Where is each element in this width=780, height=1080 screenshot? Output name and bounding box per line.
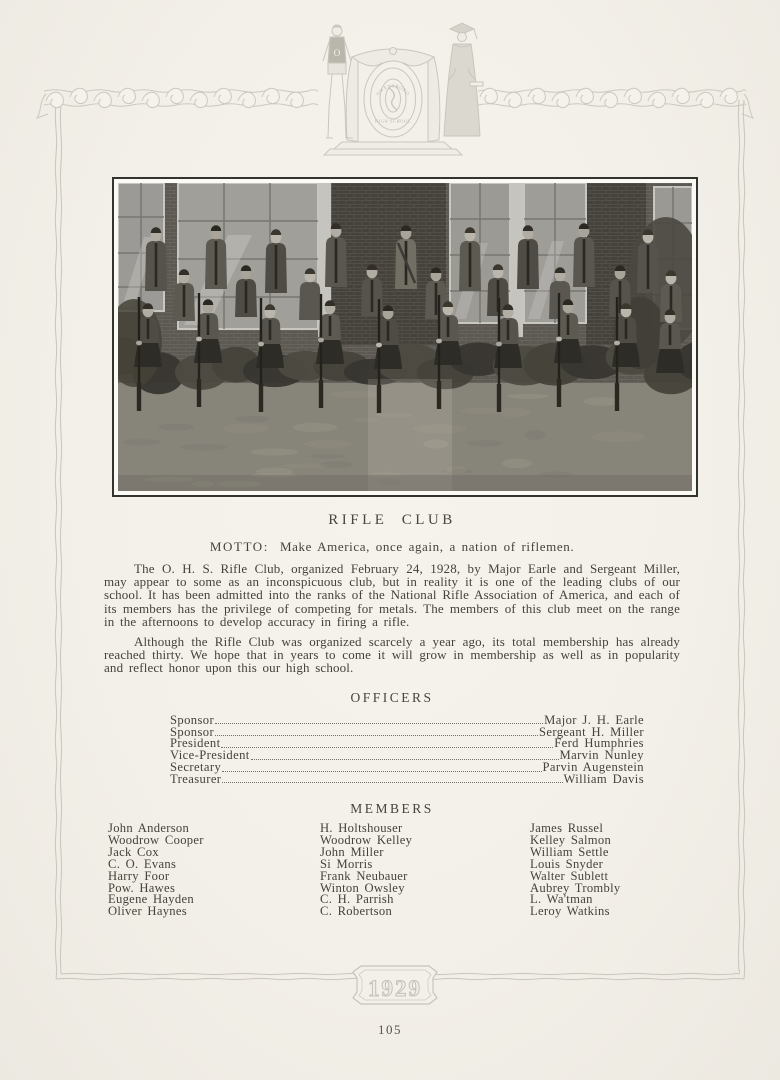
paragraph-2: Although the Rifle Club was organized scarcely a year ago, its total membership has already reached thirty. We hope that in years to come it will grow in membership as well as in popularity and reflect honor upon this our high school.	[104, 634, 680, 676]
members-list	[104, 820, 680, 919]
officer-role: Vice-President	[170, 748, 250, 763]
member-name: John Miller	[320, 844, 384, 859]
officer-name: Ferd Humphries	[554, 736, 644, 751]
member-name: Winton Owsley	[320, 880, 405, 895]
page-title: RIFLE CLUB	[328, 512, 456, 528]
officer-name: Sergeant H. Miller	[538, 724, 644, 739]
club-photo-frame	[112, 177, 698, 497]
members-heading: MEMBERS	[350, 800, 434, 816]
photo-foreground-grass	[118, 475, 692, 491]
member-name: Pow. Hawes	[108, 880, 176, 895]
member-name: Kelley Salmon	[530, 832, 612, 847]
officer-name: Marvin Nunley	[559, 748, 644, 763]
paragraph-1: The O. H. S. Rifle Club, organized February 24, 1928, by Major Earle and Sergeant Miller, may appear to some as an inconspicuous club, but in reality it is one of the leading clubs of our school. It has been admitted into the ranks of the National Rifle Association of America, and each of its members has the privilege of competing for metals. The members of this club meet on the range in the afternoons to develop accuracy in firing a rifle.	[104, 561, 680, 629]
officer-name: William Davis	[563, 772, 644, 787]
crest-plinth-lower	[324, 149, 462, 155]
officer-row	[170, 774, 644, 786]
officers-list	[170, 712, 644, 787]
dotted-leader	[215, 735, 538, 736]
dotted-leader	[215, 723, 543, 724]
motto-label: MOTTO:	[209, 539, 270, 554]
member-name: John Anderson	[108, 820, 190, 835]
club-photo	[118, 183, 692, 491]
member-name: William Settle	[530, 844, 609, 859]
seal-top-text: OWENSBORO	[375, 83, 411, 97]
diploma	[470, 82, 483, 86]
dotted-leader	[222, 782, 562, 783]
dotted-leader	[222, 771, 541, 772]
crest-knot	[390, 48, 397, 55]
member-name: Jack Cox	[108, 844, 159, 859]
officer-role: President	[170, 736, 221, 751]
member-name: C. O. Evans	[108, 856, 177, 871]
member-name: Woodrow Cooper	[108, 832, 204, 847]
member-name: H. Holtshouser	[320, 820, 403, 835]
officer-role: Treasurer	[170, 772, 222, 787]
officer-role: Sponsor	[170, 712, 215, 727]
tassel	[474, 29, 477, 39]
dotted-leader	[251, 759, 559, 760]
member-name: Leroy Watkins	[530, 904, 610, 919]
officer-role: Secretary	[170, 760, 222, 775]
school-crest	[323, 23, 483, 155]
member-name: L. Wa'tman	[530, 892, 593, 907]
member-name: Louis Snyder	[530, 856, 604, 871]
graduate-figure	[444, 23, 483, 136]
page-number: 105	[378, 1022, 402, 1037]
year-badge-text: 1929	[368, 976, 422, 1001]
member-name: Oliver Haynes	[108, 904, 187, 919]
member-name: Walter Sublett	[530, 868, 609, 883]
members-column-3	[530, 820, 680, 919]
gown	[444, 44, 480, 136]
member-name: Si Morris	[320, 856, 373, 871]
officer-name: Parvin Augenstein	[542, 760, 644, 775]
members-column-2	[320, 820, 530, 919]
officer-role: Sponsor	[170, 724, 215, 739]
dotted-leader	[221, 747, 553, 748]
officers-heading: OFFICERS	[350, 689, 434, 705]
seal-bottom-text: HIGH SCHOOL	[374, 118, 412, 124]
member-name: James Russel	[530, 820, 604, 835]
crest-plinth	[334, 142, 452, 149]
member-name: Harry Foor	[108, 868, 170, 883]
athlete-jersey-letter: O	[333, 48, 341, 58]
member-name: Eugene Hayden	[108, 892, 194, 907]
member-name: Aubrey Trombly	[530, 880, 621, 895]
member-name: Frank Neubauer	[320, 868, 408, 883]
member-name: Woodrow Kelley	[320, 832, 413, 847]
members-column-1	[108, 820, 320, 919]
member-name: C. H. Parrish	[320, 892, 394, 907]
officer-name: Major J. H. Earle	[544, 712, 644, 727]
motto-text: Make America, once again, a nation of riflemen.	[280, 539, 575, 554]
year-cartouche	[353, 966, 437, 1004]
member-name: C. Robertson	[320, 904, 393, 919]
page-content	[104, 512, 680, 918]
motto-line	[104, 539, 680, 555]
